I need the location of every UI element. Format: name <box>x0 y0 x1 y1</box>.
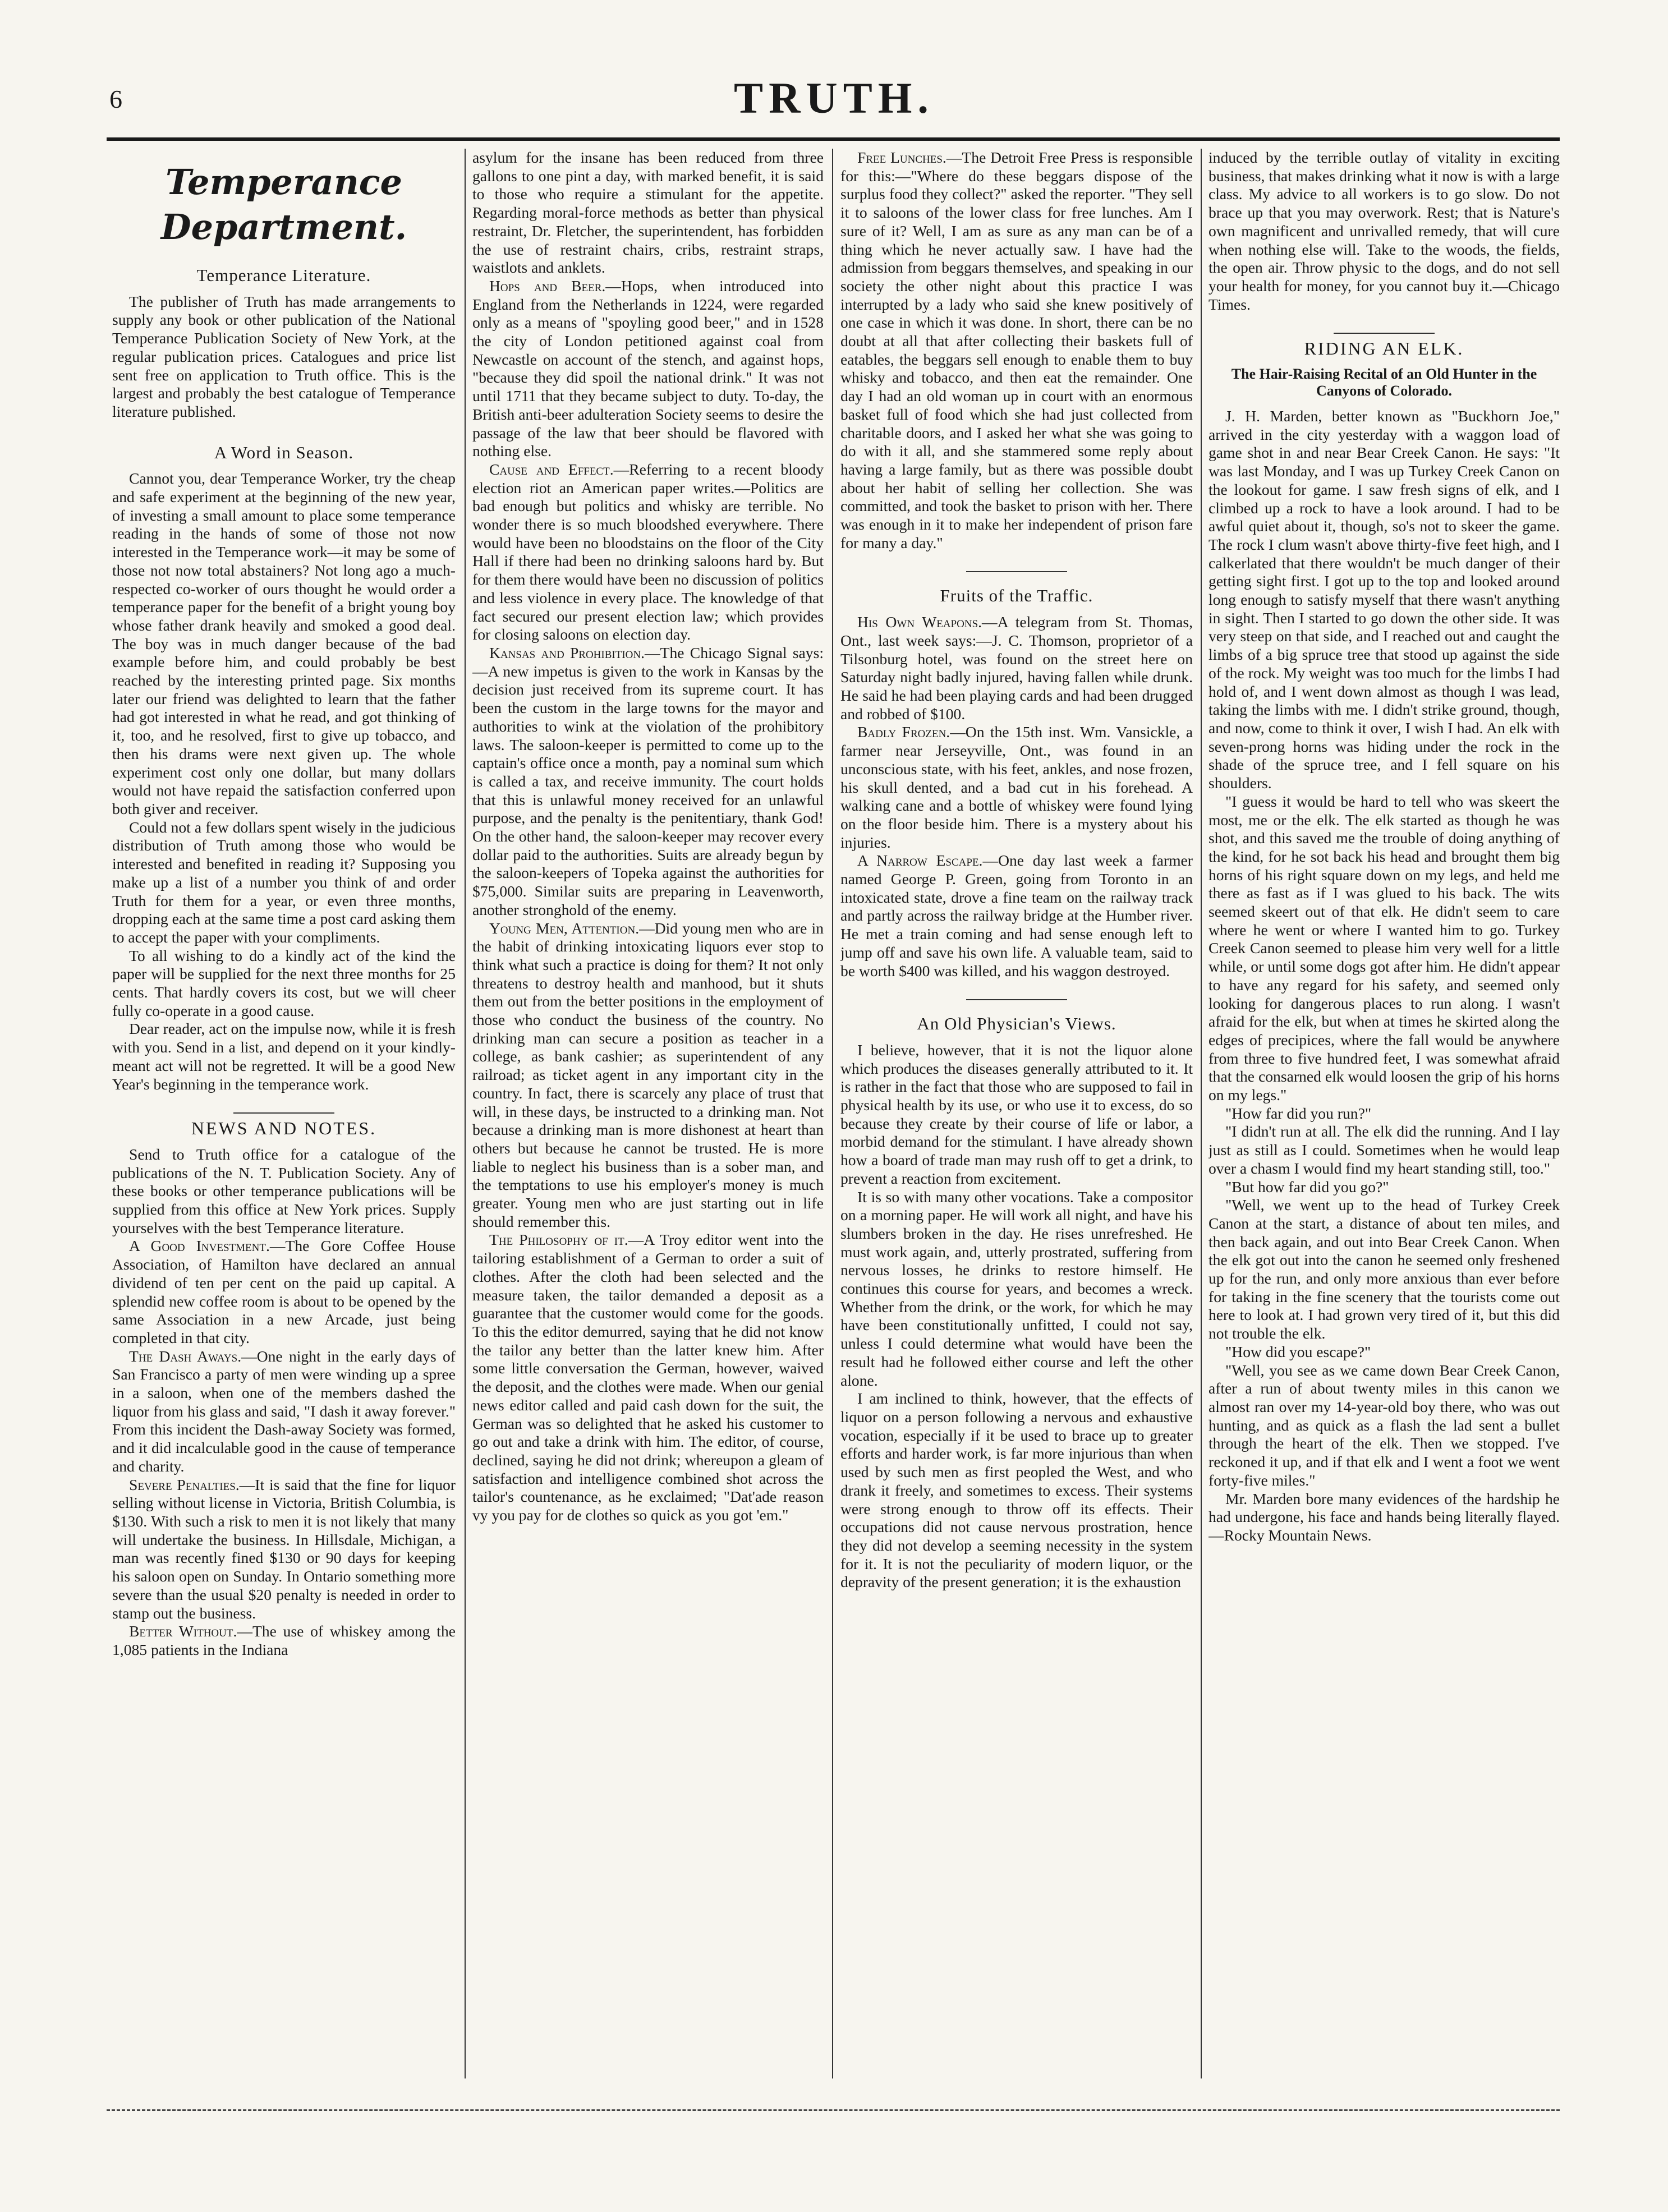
section-heading: Fruits of the Traffic. <box>940 586 1093 606</box>
article-paragraph: induced by the terrible outlay of vitality in exciting business, that makes drinking what it now is with a large class. My advice to all workers is to go slow. Do not brace up that you may overwork. Rest; that is Nature's own magnificent and unrivalled remedy, that will cure when nothing else will. Take to the woods, the fields, the open air. Throw physic to the dogs, and do not sell your health for money, for you cannot buy it.—Chicago Times. <box>1209 149 1560 313</box>
article-paragraph: To all wishing to do a kindly act of the kind the paper will be supplied for the next three months for 25 cents. That hardly covers its cost, but we will cheer fully co-operate in a good cause. <box>112 946 456 1019</box>
article-paragraph: Severe Penalties.—It is said that the fine for liquor selling without license in Victoria, British Columbia, is $130. With such a risk to men it is not likely that many will undertake the business. In Hillsdale, Michigan, a man was recently fined $130 or 90 days for keeping his saloon open on Sunday. In Ontario something more severe than the usual $20 penalty is needed in order to stamp out the business. <box>112 1475 456 1622</box>
run-in-heading: A Good Investment. <box>129 1237 270 1255</box>
department-heading: Temperance Department. <box>160 162 407 247</box>
article-paragraph: The publisher of Truth has made arrangements to supply any book or other publication of the National Temperance Publication Society of New York, at the regular publication prices. Catalogues and price list sent free on application to Truth office. This is the largest and probably the best catalogue of Temperance literature published. <box>112 292 456 420</box>
article-paragraph: The Philosophy of it.—A Troy editor went into the tailoring establishment of a German to order a suit of clothes. After the cloth had been selected and the measure taken, the tailor demanded a deposit as a guarantee that the customer would come for the goods. To this the editor demurred, saying that he did not know the tailor any better than the latter knew him. After some little conversation the German, however, waived the deposit, and the clothes were made. When our genial news editor called and paid cash down for the suit, the German was so delighted that he asked his customer to go out and take a drink with him. The editor, of course, declined, saying he did not drink; whereupon a gleam of satisfaction and intelligence combined shot across the tailor's countenance, as he exclaimed; "Dat'ade reason vy you pay for de clothes so quick as you got 'em." <box>472 1231 824 1524</box>
page-bottom-rule <box>107 2109 1560 2113</box>
article-paragraph: "I didn't run at all. The elk did the running. And I lay just as still as I could. Sometimes when he would leap over a chasm I would find my heart standing still, too." <box>1209 1123 1560 1177</box>
run-in-heading: A Narrow Escape. <box>857 852 983 870</box>
section-heading: NEWS AND NOTES. <box>191 1118 377 1139</box>
article-paragraph: Could not a few dollars spent wisely in the judicious distribution of Truth among those who would be interested and benefited in reading it? Supposing you make up a list of a number you think of and order Truth for them for a year, or even three months, dropping each at the same time a post card asking them to accept the paper with your compliments. <box>112 818 456 946</box>
run-in-heading: Free Lunches. <box>857 149 946 166</box>
section-heading: An Old Physician's Views. <box>917 1014 1116 1034</box>
article-paragraph: "I guess it would be hard to tell who was skeert the most, me or the elk. The elk started as though he was shot, and this saved me the trouble of doing anything of the kind, for he sot back his head and brought them big horns of his right square down on my legs, and held me there as fast as if I was glued to his back. The wits seemed skeert out of that elk. He didn't seem to care where he went or where I wanted him to go. Turkey Creek Canon seemed to please him very well for a little while, or until some dogs got after him. He didn't appear to have any regard for his safety, and seemed only looking for dangerous places to run along. I wasn't afraid for the elk, but when at times he skirted along the edges of precipices, where the fall would be anywhere from three to five hundred feet, I was somewhat afraid that the consarned elk would loosen the grip of his horns on my legs." <box>1209 792 1560 1104</box>
article-paragraph: "Well, we went up to the head of Turkey Creek Canon at the start, a distance of about ten miles, and then back again, and out into Bear Creek Canon. When the elk got out into the canon he seemed only freshened up for the run, and only more anxious than ever before for taking in the fine scenery that the tourists come out here to look at. I had grown very tired of it, but this did not trouble the elk. <box>1209 1196 1560 1342</box>
masthead <box>0 73 1668 129</box>
column-1 <box>112 149 456 2056</box>
article-paragraph: "Well, you see as we came down Bear Creek Canon, after a run of about twenty miles in this canon we almost ran over my 14-year-old boy there, who was out hunting, and as quick as a flash the lad sent a bullet through the heart of the elk. Then we stopped. I've reckoned it up, and if that elk and I went a foot we went forty-five miles." <box>1209 1361 1560 1489</box>
article-paragraph: The Dash Aways.—One night in the early days of San Francisco a party of men were winding up a spree in a saloon, when one of the members dashed the liquor from his glass and said, "I dash it away forever." From this incident the Dash-away Society was formed, and it did incalculable good in the cause of temperance and charity. <box>112 1347 456 1475</box>
column-3 <box>840 149 1193 2056</box>
article-paragraph: Send to Truth office for a catalogue of the publications of the N. T. Publication Society. Any of these books or other temperance publications will be supplied from this office at New York prices. Supply yourselves with the best Temperance literature. <box>112 1145 456 1236</box>
article-paragraph: "How did you escape?" <box>1225 1342 1371 1360</box>
run-in-heading: Badly Frozen. <box>857 723 950 741</box>
run-in-heading: Young Men, Attention. <box>489 919 640 937</box>
article-paragraph: I am inclined to think, however, that the effects of liquor on a person following a nervous and exhaustive vocation, especially if it be used to brace up to greater efforts and harder work, is far more injurious than when used by such men as first peopled the West, and who drank it freely, and sometimes to excess. Their systems were strong enough to throw off its effects. Their occupations did not cause nervous prostration, hence they did not develop a seeming necessity in the system for it. It is not the peculiarity of modern liquor, or the depravity of the present generation; it is the exhaustion <box>840 1390 1193 1591</box>
masthead-rule <box>107 137 1560 141</box>
article-paragraph: J. H. Marden, better known as "Buckhorn Joe," arrived in the city yesterday with a waggon load of game shot in and near Bear Creek Canon. He says: "It was last Monday, and I was up Turkey Creek Canon on the lookout for game. I saw fresh signs of elk, and I climbed up a rock to have a look around. I had to be awful quiet about it, though, so's not to skeer the game. The rock I clum wasn't above thirty-five feet high, and I calkerlated that there wouldn't be much danger of their getting sight first. I got up to the top and looked around long enough to satisfy myself that there wasn't anything in sight. Then I started to go down the other side. It was very steep on that side, and I reached out and caught the limbs of a big spruce tree that stood up against the side of the rock. My weight was too much for the limbs I had hold of, and I went down almost as though I was lead, taking the limbs with me. I didn't strike ground, though, and now, come to think it over, I wish I had. An elk with seven-prong horns was hiding under the rock in the shade of the spruce tree, and I fell square on his shoulders. <box>1209 407 1560 792</box>
article-paragraph: Cause and Effect.—Referring to a recent bloody election riot an American paper writes.—Politics are bad enough but politics and whisky are terrible. No wonder there is so much bloodshed everywhere. There would have been no bloodstains on the floor of the City Hall if there had been no drinking saloons hard by. But for them there would have been no discussion of politics and less violence in every place. The knowledge of that fact secured our present election law; which provides for closing saloons on election day. <box>472 460 824 643</box>
article-paragraph: Hops and Beer.—Hops, when introduced into England from the Netherlands in 1224, were regarded only as a means of "spoyling good beer," and in 1528 the city of London petitioned against coal from Newcastle on account of the stench, and against hops, "because they did spoil the national drink." It was not until 1711 that they became subject to duty. To-day, the British anti-beer adulteration Society seems to desire the passage of the law that beer should be flavored with nothing else. <box>472 277 824 460</box>
article-paragraph: A Good Investment.—The Gore Coffee House Association, of Hamilton have declared an annual dividend of ten per cent on the paid up capital. A splendid new coffee room is about to be opened by the same Association in a new Arcade, just being completed in that city. <box>112 1237 456 1346</box>
column-4 <box>1209 149 1560 2056</box>
run-in-heading: The Philosophy of it. <box>489 1231 628 1249</box>
section-divider <box>233 1112 334 1114</box>
article-paragraph: Kansas and Prohibition.—The Chicago Signal says:—A new impetus is given to the work in Kansas by the decision just received from its supreme court. It has been the custom in the large towns for the mayor and authorities to wink at the violation of the prohibitory laws. The saloon-keeper is permitted to come up to the captain's office once a month, pay a nominal sum which is called a tax, and receive immunity. The court holds that this is unlawful money received for an unlawful purpose, and the penalty is the penitentiary, thank God! On the other hand, the saloon-keeper may recover every dollar paid to the authorities. Suits are already begun by the saloon-keepers of Topeka against the authorities for $75,000. Similar suits are preparing in Leavenworth, another stronghold of the enemy. <box>472 643 824 918</box>
column-2 <box>472 149 824 2056</box>
article-paragraph: Badly Frozen.—On the 15th inst. Wm. Vansickle, a farmer near Jerseyville, Ont., was found in an unconscious state, with his feet, ankles, and nose frozen, his skull dented, and a bad cut in his forehead. A walking cane and a bottle of whiskey were found lying on the floor beside him. There is a mystery about his injuries. <box>840 723 1193 851</box>
article-paragraph: His Own Weapons.—A telegram from St. Thomas, Ont., last week says:—J. C. Thomson, proprietor of a Tilsonburg hotel, was found on the street here on Saturday night badly injured, having fallen while drunk. He said he had been playing cards and had been drugged and robbed of $100. <box>840 613 1193 723</box>
section-divider <box>966 999 1067 1000</box>
article-paragraph: Free Lunches.—The Detroit Free Press is responsible for this:—"Where do these beggars dispose of the surplus food they collect?" asked the reporter. "They sell it to saloons of the lower class for free lunches. Am I sure of it? Well, I am as sure as any man can be of a thing which he never actually saw. I have had the admission from beggars themselves, and speaking in our society the other night about this practice I was interrupted by a lady who said she knew positively of one case in which it was done. In short, there can be no doubt at all that after collecting their baskets full of eatables, the beggars sell enough to enable them to buy whisky and tobacco, and then eat the remainder. One day I had an old woman up in court with an enormous basket full of food which she had just collected from charitable doors, and I asked her what she was going to do with it all, and she stammered some reply about having a large family, but as there was possible doubt about her habit of selling her collection. She was committed, and took the basket to prison with her. There was enough in it to make her independent of prison fare for many a day." <box>840 149 1193 551</box>
article-paragraph: Cannot you, dear Temperance Worker, try the cheap and safe experiment at the beginning of the new year, of investing a small amount to place some temperance reading in the hands of some of those not now interested in the Temperance work—it may be some of those not now total abstainers? Not long ago a much-respected co-worker of ours thought he would order a temperance paper for the benefit of a bright young boy whose father drank heavily and smoked a good deal. The boy was in much danger because of the bad example before him, and could probably be best reached by the interesting printed page. Six months later our friend was delighted to learn that the father had got interested in what he read, and got thinking of it, too, and he resolved, first to give up tobacco, and then his drams were next given up. The whole experiment cost only one dollar, but many dollars would not have repaid the satisfaction conferred upon both giver and receiver. <box>112 470 456 817</box>
article-paragraph: "How far did you run?" <box>1225 1104 1372 1122</box>
run-in-heading: The Dash Aways. <box>129 1347 242 1365</box>
run-in-heading: His Own Weapons. <box>857 613 982 631</box>
article-paragraph: Young Men, Attention.—Did young men who are in the habit of drinking intoxicating liquors ever stop to think what such a practice is doing for them? It not only threatens to destroy health and manhood, but it shuts them out from the better positions in the employment of those who conduct the business of the country. No drinking man can secure a position as teacher in a college, as bank cashier; as superintendent of any railroad; as ticket agent in any important city in the country. In fact, there is scarcely any place of trust that will, in these days, be instructed to a drinking man. Not because a drinking man is more dishonest at heart than others but because he cannot be trusted. He is more liable to neglect his business than is a sober man, and the temptations to use his employer's money is much greater. Young men who are just starting out in life should remember this. <box>472 919 824 1230</box>
section-heading: A Word in Season. <box>214 442 354 462</box>
article-paragraph: "But how far did you go?" <box>1225 1178 1389 1195</box>
section-divider <box>1334 333 1435 334</box>
run-in-heading: Hops and Beer. <box>489 277 606 295</box>
run-in-heading: Cause and Effect. <box>489 460 614 478</box>
article-paragraph: Better Without.—The use of whiskey among the 1,085 patients in the Indiana <box>112 1622 456 1658</box>
run-in-heading: Severe Penalties. <box>129 1475 240 1493</box>
article-paragraph: I believe, however, that it is not the liquor alone which produces the diseases generally attributed to it. It is rather in the fact that those who are supposed to fail in physical health by its use, or who use it to excess, do so because they create by their course of life or labor, a morbid demand for the stimulant. I have already shown how a board of trade man may rush off to get a drink, to prevent a reaction from excitement. <box>840 1041 1193 1187</box>
newspaper-title: TRUTH. <box>734 73 934 122</box>
section-heading: RIDING AN ELK. <box>1304 338 1464 359</box>
article-paragraph: Dear reader, act on the impulse now, while it is fresh with you. Send in a list, and depend on it your kindly-meant act will not be regretted. It will be a good New Year's beginning in the temperance work. <box>112 1020 456 1093</box>
article-paragraph: A Narrow Escape.—One day last week a farmer named George P. Green, going from Toronto in an intoxicated state, drove a fine team on the railway track and partly across the railway bridge at the Humber river. He met a train coming and had sense enough left to jump off and save his own life. A valuable team, said to be worth $400 was killed, and his waggon destroyed. <box>840 852 1193 979</box>
column-rule <box>1201 149 1202 2078</box>
run-in-heading: Kansas and Prohibition. <box>489 643 645 661</box>
section-divider <box>966 571 1067 572</box>
article-paragraph: It is so with many other vocations. Take a compositor on a morning paper. He will work all night, and have his slumbers broken in the day. He rises unrefreshed. He must work again, and, utterly prostrated, suffering from nervous losses, he drinks to restore himself. He continues this course for years, and becomes a wreck. Whether from the drink, or the work, for which he may have been constitutionally unfitted, I could not say, unless I could determine what would have been the result had he followed either course and left the other alone. <box>840 1188 1193 1389</box>
section-subheading: The Hair-Raising Recital of an Old Hunter in the Canyons of Colorado. <box>1231 366 1537 399</box>
article-paragraph: asylum for the insane has been reduced from three gallons to one pint a day, with marked benefit, it is said to those who require a stimulant for the appetite. Regarding moral-force methods as better than physical restraint, Dr. Fletcher, the superintendent, has forbidden the use of restraint chairs, cribs, restraint straps, waistlots and anklets. <box>472 149 824 277</box>
run-in-heading: Better Without. <box>129 1622 237 1640</box>
page-number: 6 <box>109 85 122 113</box>
article-paragraph: Mr. Marden bore many evidences of the hardship he had undergone, his face and hands being literally flayed.—Rocky Mountain News. <box>1209 1489 1560 1544</box>
column-rule <box>465 149 466 2078</box>
column-rule <box>832 149 833 2078</box>
section-heading: Temperance Literature. <box>196 265 371 285</box>
